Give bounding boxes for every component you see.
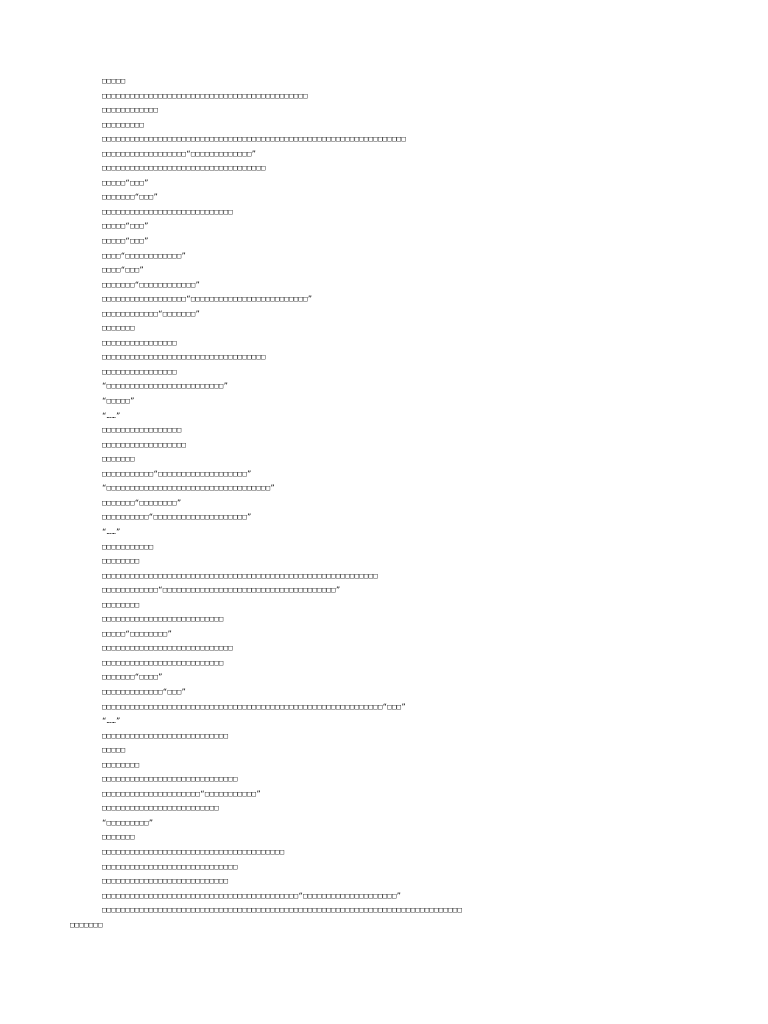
text-line: □□□□□□□ <box>102 323 135 333</box>
text-line: □□□□□□□□□□□□□□□□□ <box>102 425 182 435</box>
text-line: “□□□□□” <box>102 396 135 406</box>
text-line: □□□□□□□□□□□□□□□□□□□□□□□□□□□□□ <box>102 774 238 784</box>
text-line: □□□□□“□□□” <box>102 177 149 187</box>
text-line: □□□□□ <box>102 745 126 755</box>
text-line: “□□□□□□□□□” <box>102 817 154 827</box>
text-line: □□□□□□□□□□□□□□□□ <box>102 366 177 376</box>
text-line: □□□□□□□□□□□□“□□□□□□□□□□□□□□□□□□□□□□□□□□□□□□□□□□□□□” <box>102 585 341 595</box>
text-line: □□□□□□□□□□□□□□□□□□□□□□□□□□□□ <box>102 643 233 653</box>
text-line: □□□□□□□□□□□□□“□□□” <box>102 686 187 696</box>
text-line: “……” <box>102 716 121 726</box>
text-line: □□□□□□□□□□□□□□□□□□□□□□□□□ <box>102 803 219 813</box>
text-line: □□□□□□□□□□□□□□□□□□□□□□□□□□ <box>102 657 224 667</box>
text-line: □□□□□□□□□□□□□□□□□□“□□□□□□□□□□□□□” <box>102 148 257 158</box>
text-line: □□□□“□□□” <box>102 265 145 275</box>
text-line: “□□□□□□□□□□□□□□□□□□□□□□□□□□□□□□□□□□□” <box>102 483 276 493</box>
text-line: □□□□□□□□□□□□□□□□□□□□□□□□□□□ <box>102 730 229 740</box>
text-line: □□□□□□□□□□□□□□□□□□□□□□□□□□□ <box>102 876 229 886</box>
text-line: □□□□□ <box>102 76 126 85</box>
text-line: □□□□□□□□□□□“□□□□□□□□□□□□□□□□□□□” <box>102 468 252 478</box>
text-line: □□□□□□□□□□□□□□□□□□□□□□□□□□□□□□□□□□□□□□□□□□□□□□□□□□□□□□□□□□□□“□□□” <box>102 701 407 711</box>
text-line: □□□□□□□“□□□” <box>102 192 159 202</box>
text-line: □□□□□□□□ <box>102 556 140 566</box>
text-line: □□□□□□□□□□□□□□□□□□□□□□□□□□□□□□□□□□□□□□□ <box>102 846 285 856</box>
text-line: □□□□□□□□□□□□ <box>102 105 159 115</box>
text-line: □□□□□□□ <box>102 454 135 464</box>
text-line: □□□□□□□□□ <box>102 119 145 129</box>
text-line: □□□□□“□□□” <box>102 221 149 231</box>
text-line: □□□□□□□□ <box>102 759 140 769</box>
text-line: □□□□□□□“□□□□□□□□” <box>102 497 182 507</box>
text-line: □□□□□□□□□□□□□□□□□□□□□□□□□□□□□□□□□□□□□□□□□□□□□□□□□□□□□□□□□□□□□□□□□□□□□□□□□□□□□ <box>102 905 463 915</box>
text-line: □□□□□“□□□” <box>102 236 149 246</box>
text-line: □□□□□□□□□□“□□□□□□□□□□□□□□□□□□□□” <box>102 512 252 522</box>
text-line: □□□□□□□□ <box>102 599 140 609</box>
text-line: □□□□□□□“□□□□” <box>102 672 163 682</box>
text-line: □□□□“□□□□□□□□□□□□” <box>102 250 187 260</box>
text-line: □□□□□□□□□□□□□□□□□□ <box>102 439 187 449</box>
text-line: □□□□□□□□□□□□□□□□□□□□□□□□□□□□□□□□□□□□□□□□□□□□ <box>102 90 308 100</box>
text-line: “□□□□□□□□□□□□□□□□□□□□□□□□□” <box>102 381 229 391</box>
text-line: □□□□□□□□□□□□□□□□□□□□□□□□□□□□□□□□□□□□□□□□□□□□□□□□□□□□□□□□□□□□□□□□□ <box>102 134 407 144</box>
text-line: □□□□□□□ <box>102 832 135 842</box>
text-line: □□□□□□□□□□□□□□□□□□□□□“□□□□□□□□□□□” <box>102 788 262 798</box>
text-line-continuation: □□□□□□□ <box>70 919 103 929</box>
text-line: □□□□□□□□□□□□□□□□□□□□□□□□□□□□□□□□□□□□□□□□□□□□□□□□□□□□□□□□□□□ <box>102 570 378 580</box>
text-line: □□□□□□□□□□□□“□□□□□□□” <box>102 308 201 318</box>
document-body <box>0 74 768 932</box>
text-line: □□□□□□□□□□□□□□□□□□□□□□□□□□□□□□□□□□□□□□□□□□“□□□□□□□□□□□□□□□□□□□□” <box>102 890 402 900</box>
text-line: □□□□□□□□□□□□□□□□ <box>102 337 177 347</box>
text-line: □□□□□□□□□□□□□□□□□□□□□□□□□□□□□□□□□□□ <box>102 352 266 362</box>
text-line: □□□□□□□□□□□□□□□□□□□□□□□□□□□□ <box>102 206 233 216</box>
text-line: “……” <box>102 526 121 536</box>
text-line: □□□□□□□□□□□□□□□□□□“□□□□□□□□□□□□□□□□□□□□□□□□□” <box>102 294 313 304</box>
text-line: □□□□□“□□□□□□□□” <box>102 628 173 638</box>
text-line: □□□□□□□□□□□□□□□□□□□□□□□□□□□□□□□□□□□ <box>102 163 266 173</box>
text-line: □□□□□□□“□□□□□□□□□□□□” <box>102 279 201 289</box>
text-line: “……” <box>102 410 121 420</box>
text-line: □□□□□□□□□□□□□□□□□□□□□□□□□□ <box>102 614 224 624</box>
text-line: □□□□□□□□□□□ <box>102 541 154 551</box>
text-line: □□□□□□□□□□□□□□□□□□□□□□□□□□□□□ <box>102 861 238 871</box>
